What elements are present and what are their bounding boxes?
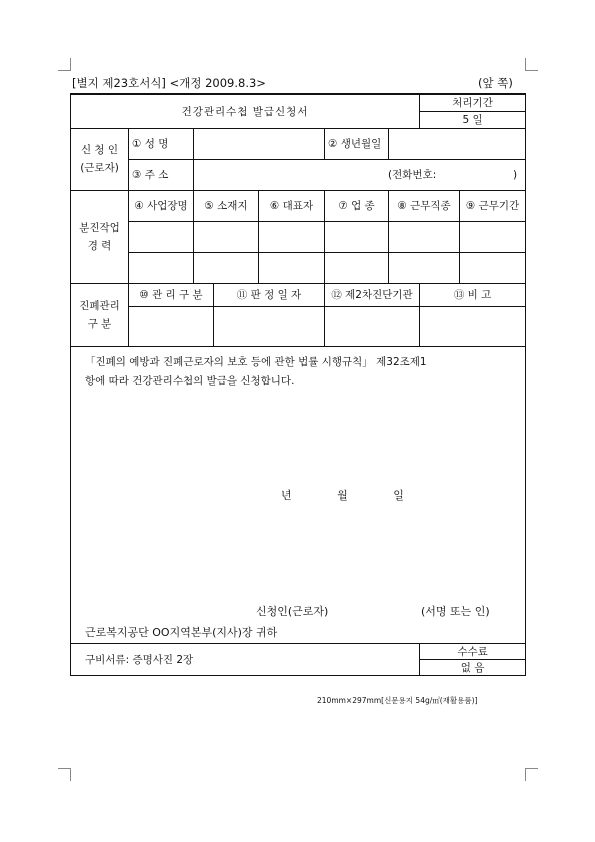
career-label-line2: 경 력	[87, 239, 112, 252]
career-col-company: ④ 사업장명	[129, 190, 194, 221]
pneumo-management-field[interactable]	[129, 306, 214, 346]
fee-label: 수수료	[420, 643, 526, 659]
date-line	[221, 487, 404, 503]
pneumo-col-management: ⑩ 관 리 구 분	[129, 283, 214, 306]
name-field[interactable]	[194, 128, 325, 159]
pneumo-col-second-clinic: ⑫ 제2차진단기관	[325, 283, 420, 306]
date-day-label: 일	[393, 488, 404, 502]
applicant-label-line1: 신 청 인	[80, 144, 119, 156]
career-col-location: ⑤ 소재지	[194, 190, 259, 221]
addressee: 근로복지공단 OO지역본부(지사)장 귀하	[85, 625, 278, 639]
pneumo-judgment-date-field[interactable]	[214, 306, 325, 346]
name-label: ① 성 명	[129, 128, 194, 159]
pneumo-remarks-field[interactable]	[420, 306, 526, 346]
career-row2-period[interactable]	[460, 252, 526, 283]
paper-spec-footer: 210mm×297mm[신문용지 54g/㎡(재활용품)]	[317, 696, 478, 705]
career-row1-company[interactable]	[129, 221, 194, 252]
career-col-industry: ⑦ 업 종	[325, 190, 389, 221]
pneumo-label-line2: 구 분	[87, 317, 112, 330]
date-year-label: 년	[281, 488, 292, 502]
pneumo-label-line1: 진폐관리	[79, 299, 120, 312]
career-col-representative: ⑥ 대표자	[259, 190, 325, 221]
processing-period-value: 5 일	[420, 111, 526, 128]
birthdate-label: ② 생년월일	[325, 128, 389, 159]
statement-area	[71, 346, 526, 643]
career-col-period: ⑨ 근무기간	[460, 190, 526, 221]
required-documents: 구비서류: 증명사진 2장	[71, 643, 420, 675]
processing-period-label: 처리기간	[420, 94, 526, 111]
signature-note: (서명 또는 인)	[421, 604, 490, 618]
application-form	[70, 93, 526, 676]
crop-mark-bottom-right	[525, 768, 538, 781]
phone-close: )	[512, 169, 518, 181]
fee-value: 없 음	[420, 659, 526, 675]
career-row2-industry[interactable]	[325, 252, 389, 283]
pneumo-section-label	[71, 283, 129, 346]
address-label: ③ 주 소	[129, 159, 194, 190]
page-side-note: (앞 쪽)	[478, 76, 513, 90]
career-row1-representative[interactable]	[259, 221, 325, 252]
form-number: [별지 제23호서식] <개정 2009.8.3>	[72, 76, 266, 90]
pneumo-col-remarks: ⑬ 비 고	[420, 283, 526, 306]
career-row1-location[interactable]	[194, 221, 259, 252]
applicant-signature-label: 신청인(근로자)	[256, 604, 329, 618]
statement-line1: 「진폐의 예방과 진폐근로자의 보호 등에 관한 법률 시행규칙」 제32조제1	[85, 355, 427, 368]
career-label-line1: 분진작업	[79, 221, 120, 234]
applicant-label-line2: (근로자)	[80, 162, 119, 174]
pneumo-col-judgment-date: ⑪ 판 정 일 자	[214, 283, 325, 306]
career-row2-representative[interactable]	[259, 252, 325, 283]
career-row1-industry[interactable]	[325, 221, 389, 252]
crop-mark-top-left	[58, 58, 71, 71]
career-section-label	[71, 190, 129, 283]
career-col-job-type: ⑧ 근무직종	[389, 190, 460, 221]
birthdate-field[interactable]	[389, 128, 526, 159]
pneumo-second-clinic-field[interactable]	[325, 306, 420, 346]
career-row2-job-type[interactable]	[389, 252, 460, 283]
career-row1-period[interactable]	[460, 221, 526, 252]
date-month-label: 월	[337, 488, 348, 502]
career-row1-job-type[interactable]	[389, 221, 460, 252]
form-title: 건강관리수첩 발급신청서	[71, 94, 420, 128]
career-row2-location[interactable]	[194, 252, 259, 283]
applicant-section-label	[71, 128, 129, 190]
phone-label: (전화번호:	[388, 169, 437, 181]
career-row2-company[interactable]	[129, 252, 194, 283]
crop-mark-top-right	[525, 58, 538, 71]
crop-mark-bottom-left	[58, 768, 71, 781]
address-field[interactable]	[194, 159, 526, 190]
statement-line2: 항에 따라 건강관리수첩의 발급을 신청합니다.	[85, 374, 295, 387]
